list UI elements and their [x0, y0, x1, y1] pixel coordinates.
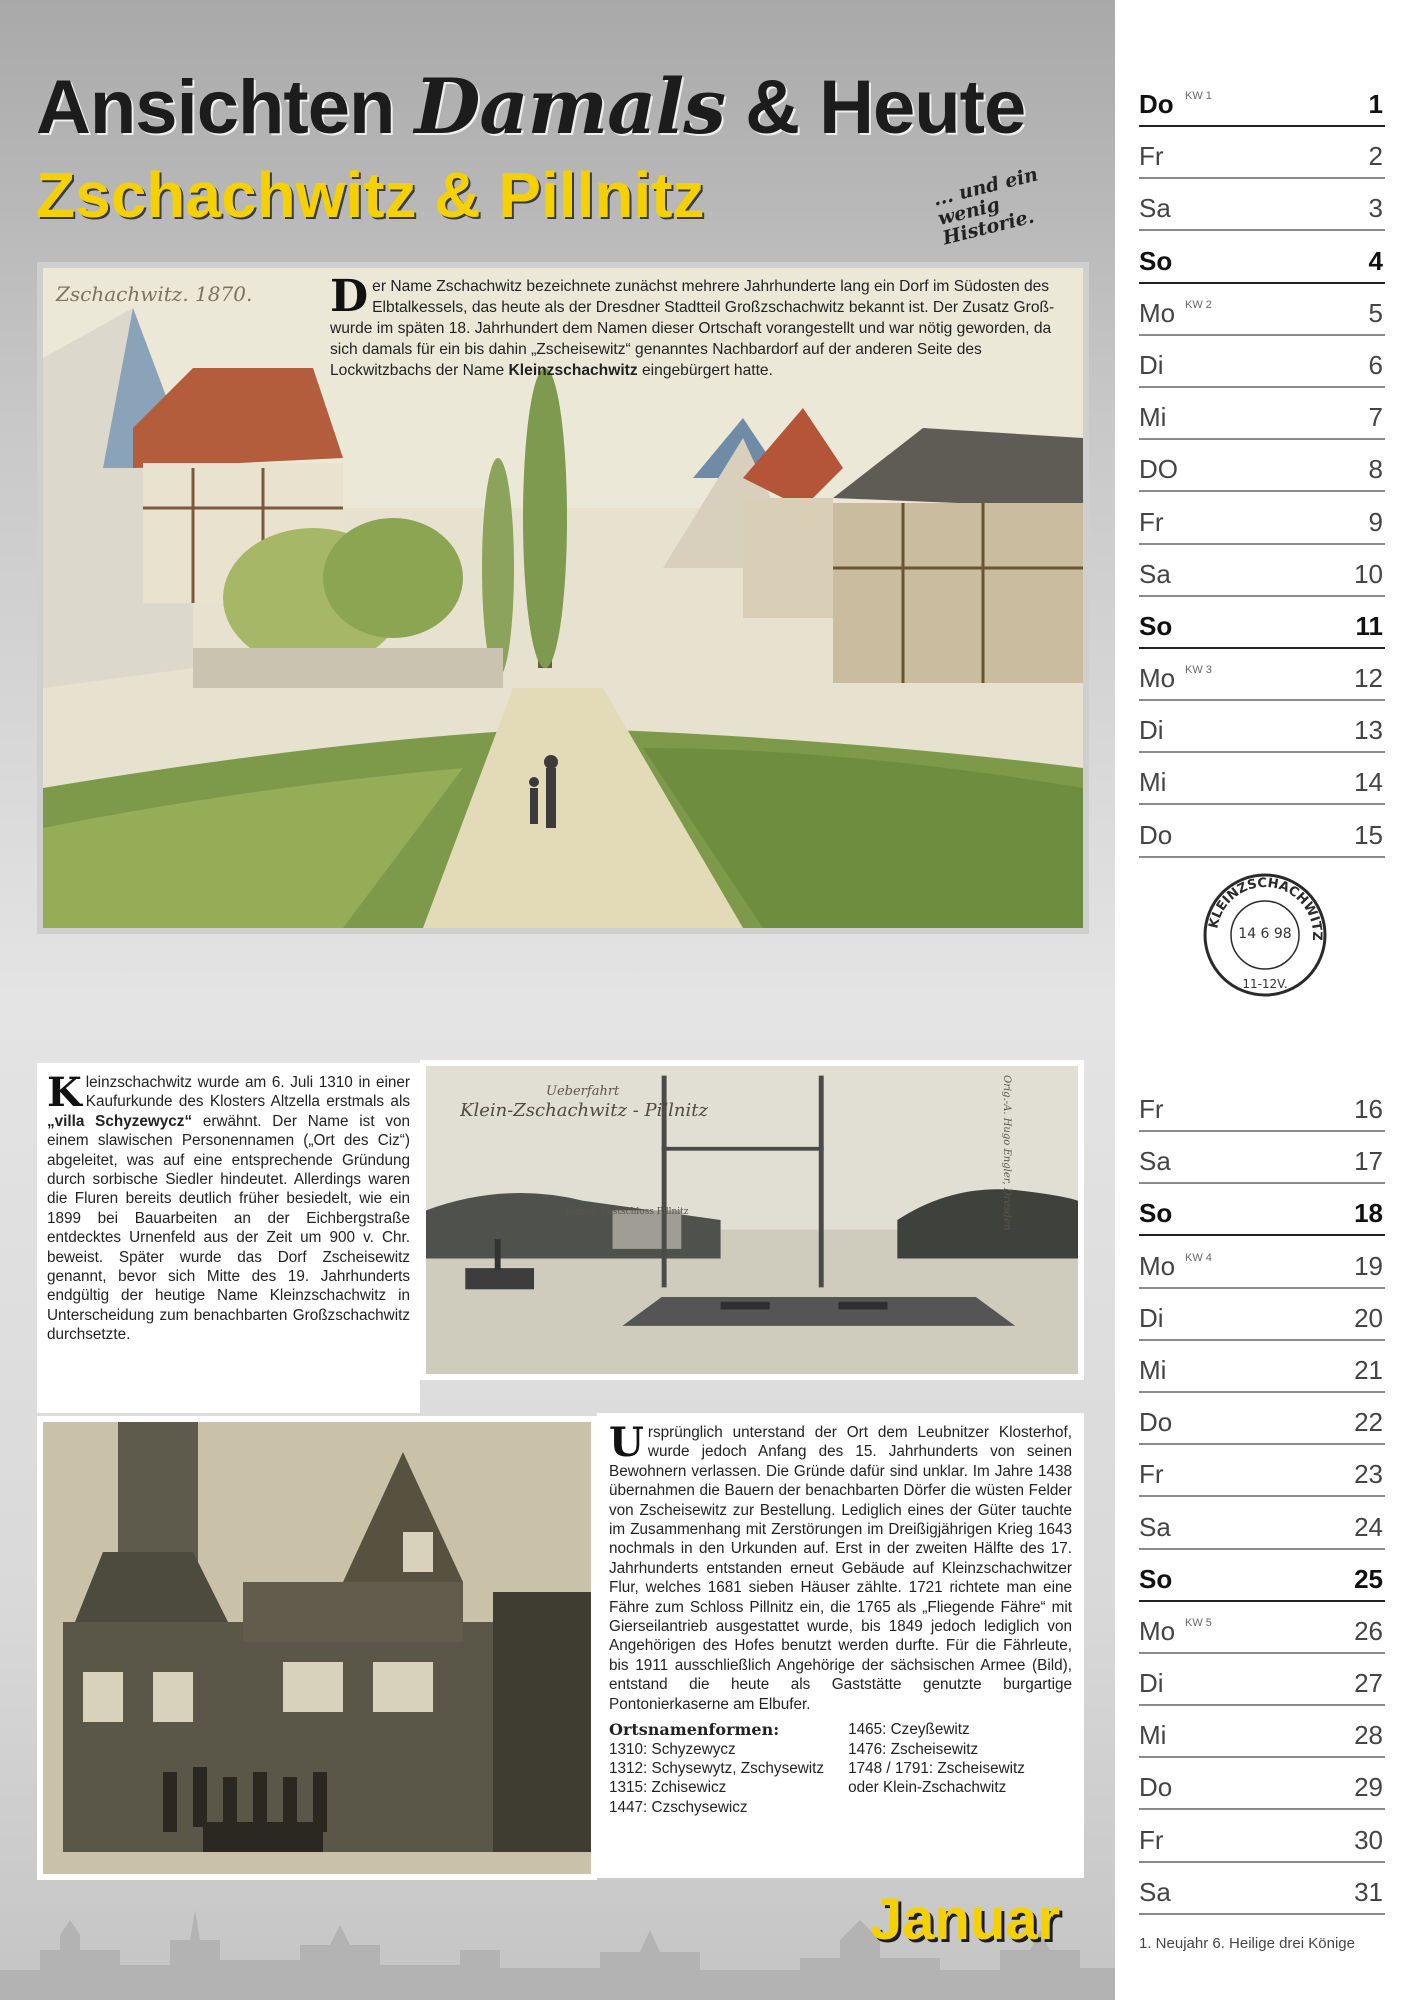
day-number: 23 [1354, 1459, 1383, 1490]
calendar-day [1139, 1448, 1385, 1497]
calendar-day [1139, 1761, 1385, 1810]
name-forms-col-1 [609, 1720, 824, 1817]
weekday: Di [1139, 349, 1164, 380]
day-number: 30 [1354, 1824, 1383, 1855]
calendar-day [1139, 756, 1385, 805]
day-number: 6 [1368, 349, 1383, 380]
day-number: 10 [1354, 558, 1383, 589]
box-right-text: rsprünglich unterstand der Ort dem Leubnitzer Klosterhof, wurde jedoch Anfang des 15. Jahrhunderts von seinen Bewohnern verlassen. Die Gründe dafür sind unklar. Im Jahre 1438 übernahmen die Bauern der benachbarten Dörfer die wüsten Felder von Zscheisewitz zur Bestellung. Lediglich eines der Güter tauchte im Zusammenhang mit Zerstörungen im Dreißigjährigen Krieg 1643 nochmals in den Urkunden auf. Erst in der zweiten Hälfte des 17. Jahrhunderts entstanden erneut Gebäude auf Kleinzschachwitzer Flur, welches 1681 sieben Häuser zählte. 1721 richtete man eine Fähre zum Schloss Pillnitz ein, die 1765 als „Fliegende Fähre“ mit Gierseilantrieb ausgestattet wurde, bis 1849 jedoch lediglich von Angehörigen des Hofes benutzt werden durfte. Für die Fährleute, bis 1911 ausschließlich Angehörige der sächsischen Armee (Bild), entstand die heute als Gaststätte genutzte burgartige Pontonierkaserne am Elbufer. [609, 1424, 1072, 1713]
calendar-day [1139, 130, 1385, 179]
day-number: 1 [1368, 89, 1383, 119]
name-form: 1312: Schysewytz, Zschysewitz [609, 1759, 825, 1777]
calendar-day [1139, 1187, 1385, 1236]
weekday: Mi [1139, 402, 1167, 433]
weekday: Sa [1139, 1146, 1171, 1177]
calendar-day [1139, 235, 1385, 284]
title-part-2: & Heute [745, 65, 1026, 150]
calendar-day [1139, 339, 1385, 388]
day-number: 18 [1354, 1198, 1383, 1229]
postcard-title-small: Ueberfahrt [546, 1084, 620, 1099]
stamp-time: 11-12V. [1242, 977, 1288, 991]
day-number: 25 [1354, 1563, 1383, 1594]
calendar-day [1139, 1605, 1385, 1654]
day-number: 22 [1354, 1407, 1383, 1438]
calendar-day [1139, 287, 1385, 336]
title-gothic: Damals [414, 62, 725, 151]
name-form: 1748 / 1791: Zscheisewitz [848, 1759, 1025, 1777]
calendar-day [1139, 704, 1385, 753]
photo-pontonierkaserne [37, 1416, 597, 1880]
weekday: Fr [1139, 1094, 1164, 1124]
weekday: Sa [1139, 1511, 1171, 1542]
box-right-dropcap: U [609, 1419, 644, 1466]
textbox-kleinzschachwitz [37, 1063, 420, 1413]
day-number: 13 [1354, 715, 1383, 746]
day-number: 11 [1355, 610, 1383, 641]
holidays: 1. Neujahr 6. Heilige drei Könige [1139, 1935, 1355, 1952]
weekday: DO [1139, 454, 1178, 485]
calendar-day [1139, 1344, 1385, 1393]
day-number: 14 [1354, 767, 1383, 798]
calendar-day [1139, 809, 1385, 858]
day-number: 21 [1354, 1354, 1383, 1385]
weekday: Di [1139, 1302, 1164, 1333]
name-form: 1447: Czschysewicz [609, 1798, 748, 1816]
calendar-day [1139, 652, 1385, 701]
day-number: 28 [1354, 1720, 1383, 1751]
week-number: KW 3 [1185, 664, 1212, 677]
textbox-history [597, 1413, 1084, 1878]
postcard-title: Klein-Zschachwitz - Pillnitz [460, 1100, 708, 1121]
week-number: KW 1 [1185, 90, 1212, 102]
day-number: 24 [1354, 1511, 1383, 1542]
day-number: 2 [1368, 141, 1383, 172]
intro-bold: Kleinzschachwitz [508, 362, 638, 379]
day-number: 31 [1354, 1876, 1383, 1907]
calendar-day [1139, 1553, 1385, 1602]
day-number: 27 [1354, 1668, 1383, 1699]
box-left-dropcap: K [47, 1069, 82, 1116]
day-number: 5 [1368, 297, 1383, 328]
weekday: So [1139, 1198, 1173, 1229]
calendar-day [1139, 1292, 1385, 1341]
weekday: Fr [1139, 1824, 1164, 1855]
weekday: Di [1139, 1668, 1164, 1699]
calendar-day [1139, 443, 1385, 492]
week-number: KW 4 [1185, 1251, 1212, 1264]
day-number: 4 [1368, 245, 1383, 276]
day-number: 20 [1354, 1302, 1383, 1333]
calendar-day [1139, 600, 1385, 649]
postcard-schloss: Königl. Lustschloss Pillnitz [566, 1207, 689, 1217]
day-number: 8 [1368, 454, 1383, 485]
intro-end: eingebürgert hatte. [637, 362, 773, 379]
intro-text [330, 271, 1060, 381]
weekday: So [1139, 1563, 1173, 1594]
postcard-publisher: Orig.-A. Hugo Engler, Dresden [1001, 1075, 1012, 1231]
calendar-day [1139, 78, 1385, 127]
calendar-day [1139, 182, 1385, 231]
weekday: So [1139, 245, 1173, 276]
name-form: 1310: Schyzewycz [609, 1740, 736, 1758]
day-number: 9 [1368, 506, 1383, 537]
month-label: Januar [870, 1887, 1061, 1952]
weekday: Di [1139, 715, 1164, 746]
weekday: Mo [1139, 1615, 1176, 1646]
day-number: 19 [1354, 1250, 1383, 1281]
weekday: Mi [1139, 1720, 1167, 1751]
weekday: Mo [1139, 663, 1176, 694]
weekday: Sa [1139, 193, 1171, 224]
day-number: 12 [1354, 663, 1383, 694]
box-left-text-b: erwähnt. Der Name ist von einem slawischen Personennamen („Ort des Ciz“) abgeleitet, was auf eine entsprechende Gründung durch sorbische Siedler hindeutet. Allerdings waren die Fluren bereits deutlich früher besiedelt, wie ein 1899 bei Bauarbeiten an der Eichbergstraße entdecktes Urnenfeld aus der Zeit um 900 v. Chr. beweist. Später wurde das Dorf Zscheisewitz genannt, bevor sich Mitte des 19. Jahrhunderts endgültig der heutige Name Kleinzschachwitz in Unterscheidung zum benachbarten Großzschachwitz durchsetzte. [47, 1112, 410, 1344]
weekday: Do [1139, 89, 1174, 119]
calendar-day [1139, 1135, 1385, 1184]
day-number: 26 [1354, 1615, 1383, 1646]
weekday: Fr [1139, 141, 1164, 172]
weekday: Mo [1139, 297, 1176, 328]
calendar-day [1139, 1866, 1385, 1915]
calendar-day [1139, 391, 1385, 440]
name-forms-heading: Ortsnamenformen: [609, 1720, 780, 1740]
week-number: KW 2 [1185, 298, 1212, 311]
day-number: 17 [1354, 1146, 1383, 1177]
weekday: Mo [1139, 1250, 1176, 1281]
subtitle: Zschachwitz & Pillnitz [36, 159, 705, 231]
weekday: Mi [1139, 767, 1167, 798]
name-forms [609, 1720, 1072, 1817]
intro-dropcap: D [330, 271, 369, 322]
name-form: 1315: Zchisewicz [609, 1779, 727, 1797]
day-number: 3 [1368, 193, 1383, 224]
name-forms-col-2 [848, 1720, 1025, 1817]
weekday: Fr [1139, 1459, 1164, 1490]
box-left-bold: „villa Schyzewycz“ [47, 1112, 193, 1130]
weekday: So [1139, 610, 1173, 641]
day-number: 7 [1368, 402, 1383, 433]
name-form: 1465: Czeyßewitz [848, 1721, 970, 1739]
calendar-day [1139, 1501, 1385, 1550]
stamp-date: 14 6 98 [1238, 926, 1292, 942]
week-number: KW 5 [1185, 1616, 1212, 1629]
calendar-day [1139, 1083, 1385, 1132]
calendar-day [1139, 548, 1385, 597]
stamp-text: KLEINZSCHACHWITZ [1206, 875, 1325, 941]
main-title [36, 62, 1025, 151]
calendar-list-1 [1139, 78, 1385, 861]
weekday: Fr [1139, 506, 1164, 537]
painting-inscription: Zschachwitz. 1870. [56, 282, 253, 306]
calendar-day [1139, 1709, 1385, 1758]
postmark-stamp [1200, 870, 1330, 1000]
box-left-text-a: leinzschachwitz wurde am 6. Juli 1310 in einer Kaufurkunde des Klosters Altzella erstmals als [85, 1074, 410, 1111]
weekday: Do [1139, 1407, 1173, 1438]
calendar-day [1139, 1657, 1385, 1706]
day-number: 29 [1354, 1772, 1383, 1803]
weekday: Do [1139, 819, 1173, 850]
day-number: 16 [1354, 1094, 1383, 1124]
day-number: 15 [1354, 819, 1383, 850]
weekday: Mi [1139, 1354, 1167, 1385]
calendar-day [1139, 1396, 1385, 1445]
name-form: 1476: Zscheisewitz [848, 1740, 979, 1758]
tagline: ... und ein wenig Historie. [930, 163, 1041, 250]
weekday: Sa [1139, 558, 1171, 589]
intro-body: er Name Zschachwitz bezeichnete zunächst mehrere Jahrhunderte lang ein Dorf im Südosten des Elbtalkessels, das heute als der Dresdner Stadtteil Großzschachwitz bekannt ist. Der Zusatz Groß- wurde im späten 18. Jahrhundert dem Namen dieser Ortschaft vorangestellt und war nötig geworden, da sich damals für ein bis dahin „Zscheisewitz“ genanntes Nachbardorf auf der anderen Seite des Lockwitzbachs der Name [330, 278, 1055, 379]
title-part-1: Ansichten [36, 65, 395, 150]
weekday: Do [1139, 1772, 1173, 1803]
weekday: Sa [1139, 1876, 1171, 1907]
calendar-day [1139, 1240, 1385, 1289]
name-form: oder Klein-Zschachwitz [848, 1779, 1007, 1797]
calendar-list-2 [1139, 1083, 1385, 1918]
calendar-day [1139, 496, 1385, 545]
calendar-day [1139, 1814, 1385, 1863]
